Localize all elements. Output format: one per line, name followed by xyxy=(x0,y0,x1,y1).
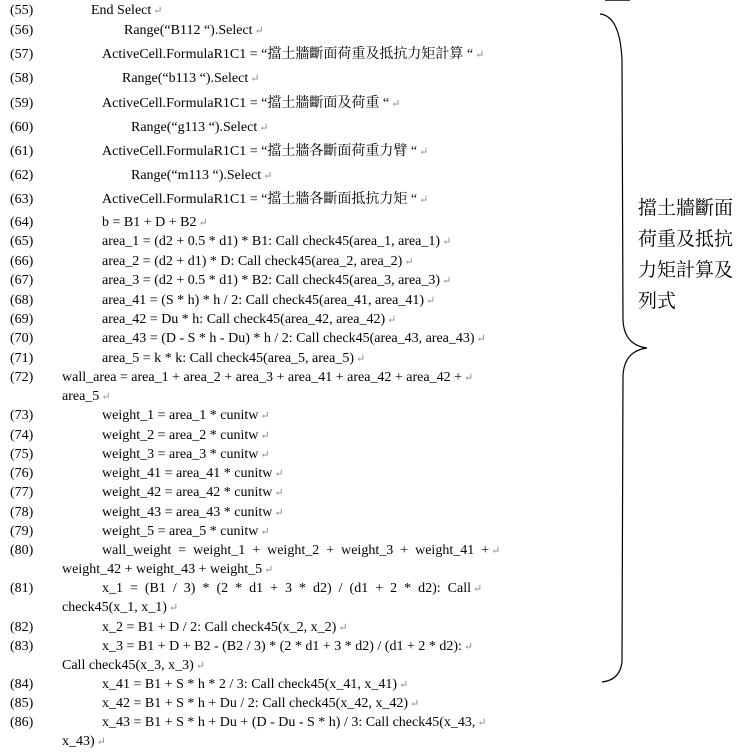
paragraph-mark-icon: ↵ xyxy=(260,410,270,422)
paragraph-mark-icon: ↵ xyxy=(274,507,284,519)
paragraph-mark-icon: ↵ xyxy=(198,217,208,229)
code-text: Range(“B112 “).Select ↵ xyxy=(124,23,264,38)
line-number: (63) xyxy=(10,192,34,207)
paragraph-mark-icon: ↵ xyxy=(250,73,260,85)
line-number: (56) xyxy=(10,23,34,38)
line-number: (76) xyxy=(10,466,34,481)
line-number: (75) xyxy=(10,447,34,462)
paragraph-mark-icon: ↵ xyxy=(391,98,401,110)
code-text: Range(“m113 “).Select ↵ xyxy=(131,168,273,183)
line-number: (64) xyxy=(10,215,34,230)
paragraph-mark-icon: ↵ xyxy=(254,25,264,37)
line-number: (85) xyxy=(10,696,34,711)
line-number: (77) xyxy=(10,485,34,500)
code-text: area_1 = (d2 + 0.5 * d1) * B1: Call check45(area_1, area_1) ↵ xyxy=(102,234,452,249)
code-text: weight_5 = area_5 * cunitw ↵ xyxy=(102,524,270,539)
paragraph-mark-icon: ↵ xyxy=(195,660,206,672)
line-number: (67) xyxy=(10,273,34,288)
paragraph-mark-icon: ↵ xyxy=(263,170,273,182)
code-text: area_2 = (d2 + d1) * D: Call check45(area_2, area_2) ↵ xyxy=(102,254,414,269)
paragraph-mark-icon: ↵ xyxy=(387,314,397,326)
paragraph-mark-icon: ↵ xyxy=(264,564,274,576)
paragraph-mark-icon: ↵ xyxy=(476,333,486,345)
code-text: Call check45(x_3, x_3) ↵ xyxy=(62,658,206,673)
line-number: (62) xyxy=(10,168,34,183)
code-text: weight_1 = area_1 * cunitw ↵ xyxy=(102,408,270,423)
code-text: Range(“g113 “).Select ↵ xyxy=(131,120,269,135)
line-number: (83) xyxy=(10,639,34,654)
line-number: (70) xyxy=(10,331,34,346)
paragraph-mark-icon: ↵ xyxy=(419,146,429,158)
paragraph-mark-icon: ↵ xyxy=(260,430,270,442)
code-text: weight_3 = area_3 * cunitw ↵ xyxy=(102,447,270,462)
code-text: wall_weight = weight_1 + weight_2 + weight_3 + weight_41 + ↵ xyxy=(102,543,501,558)
code-text: x_2 = B1 + D / 2: Call check45(x_2, x_2) ↵ xyxy=(102,620,348,635)
code-text: weight_41 = area_41 * cunitw ↵ xyxy=(102,466,284,481)
paragraph-mark-icon: ↵ xyxy=(274,487,284,499)
code-text: x_43) ↵ xyxy=(62,734,106,749)
paragraph-mark-icon: ↵ xyxy=(96,736,106,748)
paragraph-mark-icon: ↵ xyxy=(404,256,414,268)
code-text: b = B1 + D + B2 ↵ xyxy=(102,215,208,230)
code-text: End Select ↵ xyxy=(91,3,163,18)
paragraph-mark-icon: ↵ xyxy=(101,391,111,403)
code-text: x_3 = B1 + D + B2 - (B2 / 3) * (2 * d1 + 3 * d2) / (d1 + 2 * d2): ↵ xyxy=(102,639,474,654)
paragraph-mark-icon: ↵ xyxy=(475,49,485,61)
paragraph-mark-icon: ↵ xyxy=(259,122,269,134)
line-number: (78) xyxy=(10,505,34,520)
paragraph-mark-icon: ↵ xyxy=(419,194,429,206)
paragraph-mark-icon: ↵ xyxy=(338,622,348,634)
paragraph-mark-icon: ↵ xyxy=(473,583,483,595)
paragraph-mark-icon: ↵ xyxy=(477,717,487,729)
line-number: (55) xyxy=(10,3,34,18)
line-number: (61) xyxy=(10,144,34,159)
code-text: area_42 = Du * h: Call check45(area_42, area_42) ↵ xyxy=(102,312,397,327)
code-text: weight_43 = area_43 * cunitw ↵ xyxy=(102,505,284,520)
code-text: area_43 = (D - S * h - Du) * h / 2: Call check45(area_43, area_43) ↵ xyxy=(102,331,486,346)
paragraph-mark-icon: ↵ xyxy=(442,275,452,287)
line-number: (60) xyxy=(10,120,34,135)
paragraph-mark-icon: ↵ xyxy=(464,372,474,384)
line-number: (79) xyxy=(10,524,34,539)
paragraph-mark-icon: ↵ xyxy=(442,236,452,248)
line-number: (82) xyxy=(10,620,34,635)
code-text: Range(“b113 “).Select ↵ xyxy=(122,71,260,86)
code-text: area_5 = k * k: Call check45(area_5, area_5) ↵ xyxy=(102,351,366,366)
curly-brace xyxy=(590,0,650,753)
paragraph-mark-icon: ↵ xyxy=(399,679,409,691)
line-number: (80) xyxy=(10,543,34,558)
code-text: area_41 = (S * h) * h / 2: Call check45(area_41, area_41) ↵ xyxy=(102,293,436,308)
paragraph-mark-icon: ↵ xyxy=(260,449,270,461)
code-text: x_43 = B1 + S * h + Du + (D - Du - S * h) / 3: Call check45(x_43, ↵ xyxy=(102,715,487,730)
side-note: 擋土牆斷面 荷重及抵抗 力矩計算及 列式 xyxy=(638,197,734,312)
code-text: wall_area = area_1 + area_2 + area_3 + area_41 + area_42 + area_42 + ↵ xyxy=(62,370,474,385)
code-text: area_3 = (d2 + 0.5 * d1) * B2: Call check45(area_3, area_3) ↵ xyxy=(102,273,452,288)
code-text: weight_2 = area_2 * cunitw ↵ xyxy=(102,428,270,443)
code-text: area_5 ↵ xyxy=(62,389,111,404)
line-number: (59) xyxy=(10,96,34,111)
code-text: check45(x_1, x_1) ↵ xyxy=(62,600,179,615)
paragraph-mark-icon: ↵ xyxy=(463,641,474,653)
paragraph-mark-icon: ↵ xyxy=(153,5,163,17)
line-number: (81) xyxy=(10,581,34,596)
line-number: (74) xyxy=(10,428,34,443)
code-text: ActiveCell.FormulaR1C1 = “擋土牆各斷面抵抗力矩 “ ↵ xyxy=(102,192,429,207)
code-text: x_41 = B1 + S * h * 2 / 3: Call check45(x_41, x_41) ↵ xyxy=(102,677,409,692)
code-text: ActiveCell.FormulaR1C1 = “擋土牆斷面荷重及抵抗力矩計算 “ ↵ xyxy=(102,47,485,62)
paragraph-mark-icon: ↵ xyxy=(426,295,436,307)
code-text: weight_42 = area_42 * cunitw ↵ xyxy=(102,485,284,500)
line-number: (57) xyxy=(10,47,34,62)
line-number: (69) xyxy=(10,312,34,327)
paragraph-mark-icon: ↵ xyxy=(260,526,270,538)
paragraph-mark-icon: ↵ xyxy=(491,545,501,557)
paragraph-mark-icon: ↵ xyxy=(168,602,179,614)
line-number: (68) xyxy=(10,293,34,308)
line-number: (73) xyxy=(10,408,34,423)
line-number: (86) xyxy=(10,715,34,730)
code-text: x_1 = (B1 / 3) * (2 * d1 + 3 * d2) / (d1 + 2 * d2): Call ↵ xyxy=(102,581,483,596)
line-number: (84) xyxy=(10,677,34,692)
paragraph-mark-icon: ↵ xyxy=(356,353,366,365)
line-number: (65) xyxy=(10,234,34,249)
code-text: weight_42 + weight_43 + weight_5 ↵ xyxy=(62,562,274,577)
line-number: (71) xyxy=(10,351,34,366)
code-text: ActiveCell.FormulaR1C1 = “擋土牆斷面及荷重 “ ↵ xyxy=(102,96,401,111)
code-text: ActiveCell.FormulaR1C1 = “擋土牆各斷面荷重力臂 “ ↵ xyxy=(102,144,429,159)
paragraph-mark-icon: ↵ xyxy=(274,468,284,480)
code-text: x_42 = B1 + S * h + Du / 2: Call check45(x_42, x_42) ↵ xyxy=(102,696,420,711)
paragraph-mark-icon: ↵ xyxy=(410,698,420,710)
line-number: (66) xyxy=(10,254,34,269)
line-number: (58) xyxy=(10,71,34,86)
line-number: (72) xyxy=(10,370,34,385)
